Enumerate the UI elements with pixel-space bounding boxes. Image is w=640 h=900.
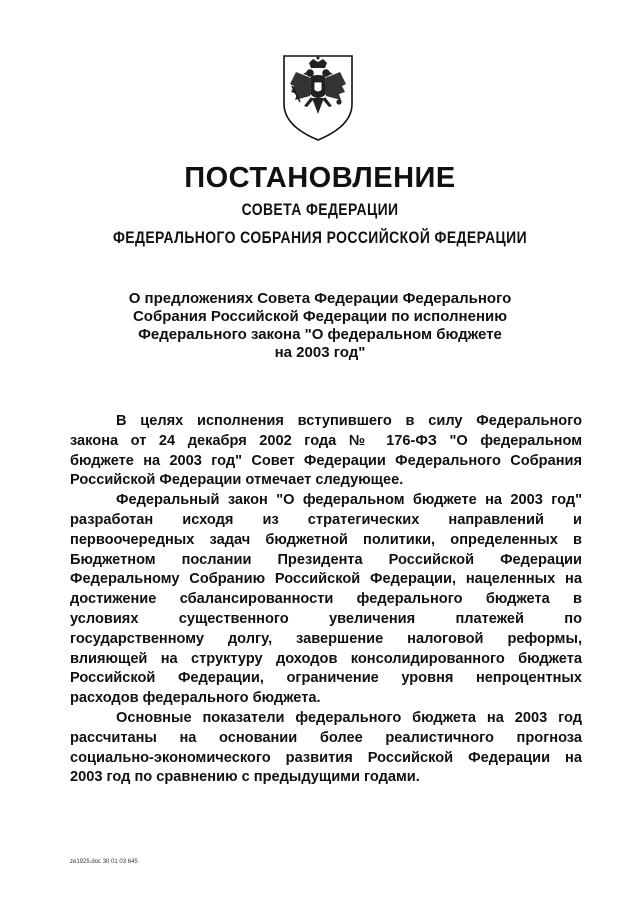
body-line: Основные показатели федерального бюджета на 2003 год <box>116 709 582 726</box>
body-line: Российской Федерации отмечает следующее. <box>70 472 404 489</box>
document-title: ПОСТАНОВЛЕНИЕ <box>184 162 456 194</box>
body-line: рассчитаны на основании более реалистичного прогноза <box>70 729 582 746</box>
body-line: В целях исполнения вступившего в силу Федерального <box>116 413 582 429</box>
body-line: Бюджетном послании Президента Российской Федерации <box>70 551 582 568</box>
document-subtitle-council: СОВЕТА ФЕДЕРАЦИИ <box>241 200 399 219</box>
body-line: условиях существенного увеличения платежей по <box>70 610 582 627</box>
body-line: государственному долгу, завершение налоговой реформы, <box>70 630 582 647</box>
coat-of-arms-icon <box>278 50 358 142</box>
body-line: социально-экономического развития Российской Федерации на <box>70 749 582 766</box>
body-line: закона от 24 декабря 2002 года № 176-ФЗ "О федеральном <box>70 432 582 449</box>
file-stamp: ze1925.doc 30 01 03 645 <box>70 859 138 865</box>
resolution-heading <box>60 290 580 362</box>
heading-line: Федерального закона "О федеральном бюджете <box>138 326 502 343</box>
body-line: достижение сбалансированности федерального бюджета в <box>70 591 582 608</box>
body-line: Российской Федерации, ограничение уровня непроцентных <box>70 670 582 687</box>
document-subtitle-assembly: ФЕДЕРАЛЬНОГО СОБРАНИЯ РОССИЙСКОЙ ФЕДЕРАЦИИ <box>112 228 528 247</box>
heading-line: Собрания Российской Федерации по исполнению <box>132 308 508 325</box>
heading-line: О предложениях Совета Федерации Федерального <box>128 290 512 307</box>
body-line: разработан исходя из стратегических направлений и <box>70 511 582 528</box>
body-line: Федеральному Собранию Российской Федерации, нацеленных на <box>70 571 582 588</box>
document-body <box>70 412 582 788</box>
body-line: Федеральный закон "О федеральном бюджете на 2003 год" <box>116 492 582 509</box>
body-line: первоочередных задач бюджетной политики, определенных в <box>70 531 582 548</box>
body-line: 2003 год по сравнению с предыдущими годами. <box>70 769 420 786</box>
body-line: расходов федерального бюджета. <box>70 690 321 707</box>
body-line: влияющей на структуру доходов консолидированного бюджета <box>70 650 582 667</box>
body-line: бюджете на 2003 год" Совет Федерации Федерального Собрания <box>70 452 582 469</box>
heading-line: на 2003 год" <box>274 344 366 361</box>
